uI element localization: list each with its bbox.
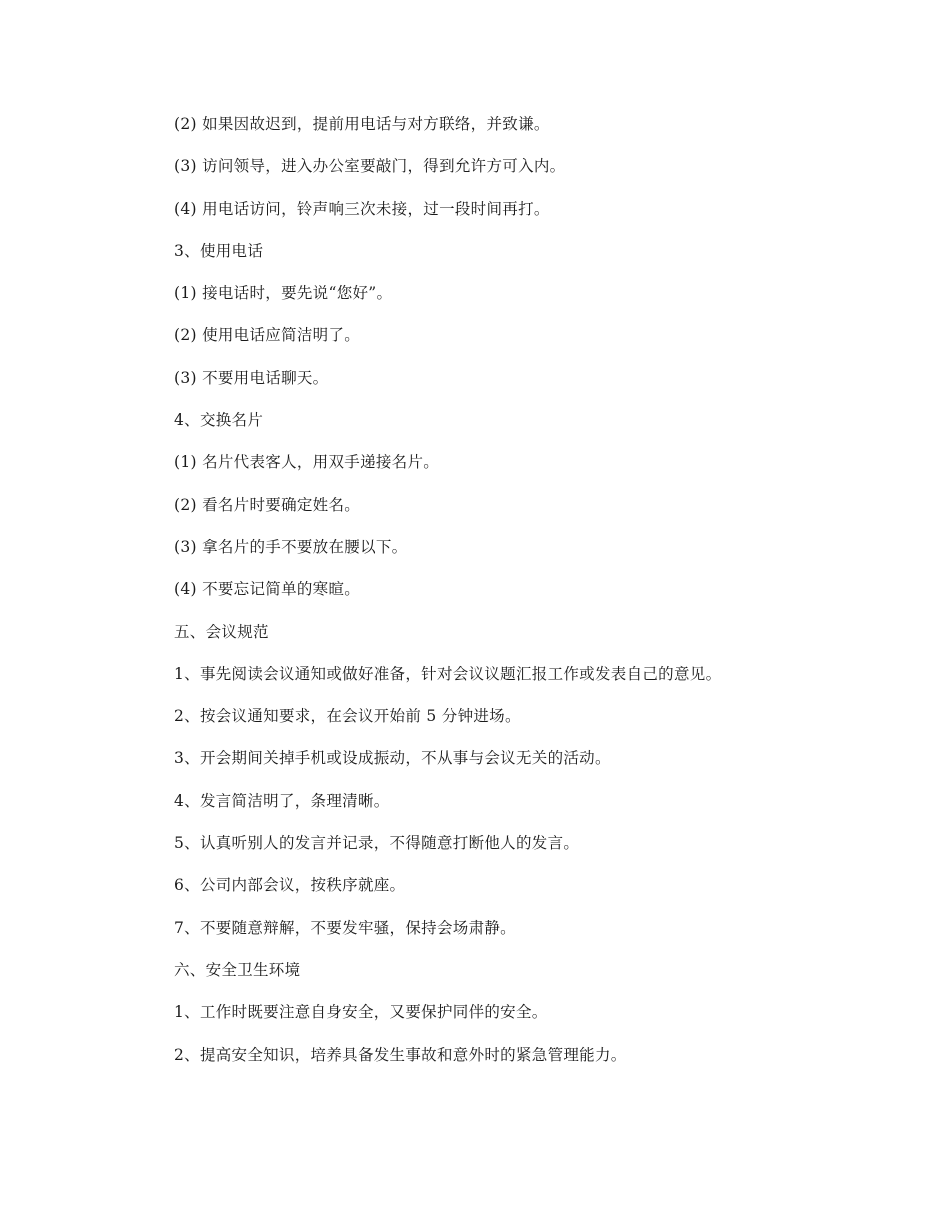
section-heading: 4、交换名片 — [174, 411, 264, 430]
paragraph-line: (3) 不要用电话聊天。 — [174, 368, 329, 387]
paragraph-line: (1) 接电话时，要先说“您好”。 — [174, 284, 393, 303]
paragraph-line: 1、事先阅读会议通知或做好准备，针对会议议题汇报工作或发表自己的意见。 — [174, 664, 722, 683]
section-heading: 3、使用电话 — [174, 241, 264, 260]
document-body — [174, 112, 874, 1085]
paragraph-line: (3) 拿名片的手不要放在腰以下。 — [174, 537, 408, 556]
chapter-heading: 五、会议规范 — [174, 622, 269, 641]
paragraph-line: (2) 使用电话应简洁明了。 — [174, 326, 361, 345]
paragraph-line: 6、公司内部会议，按秩序就座。 — [174, 876, 406, 895]
paragraph-line: 3、开会期间关掉手机或设成振动，不从事与会议无关的活动。 — [174, 749, 611, 768]
paragraph-line: 2、按会议通知要求，在会议开始前 5 分钟进场。 — [174, 707, 521, 726]
paragraph-line: (2) 看名片时要确定姓名。 — [174, 495, 361, 514]
paragraph-line: (3) 访问领导，进入办公室要敲门，得到允许方可入内。 — [174, 157, 566, 176]
paragraph-line: (4) 用电话访问，铃声响三次未接，过一段时间再打。 — [174, 199, 550, 218]
paragraph-line: (1) 名片代表客人，用双手递接名片。 — [174, 453, 440, 472]
paragraph-line: 2、提高安全知识，培养具备发生事故和意外时的紧急管理能力。 — [174, 1045, 627, 1064]
paragraph-line: 4、发言简洁明了，条理清晰。 — [174, 791, 390, 810]
paragraph-line: (4) 不要忘记简单的寒暄。 — [174, 580, 361, 599]
chapter-heading: 六、安全卫生环境 — [174, 960, 301, 979]
paragraph-line: 7、不要随意辩解，不要发牢骚，保持会场肃静。 — [174, 918, 516, 937]
paragraph-line: (2) 如果因故迟到，提前用电话与对方联络，并致谦。 — [174, 115, 550, 133]
paragraph-line: 5、认真听别人的发言并记录，不得随意打断他人的发言。 — [174, 834, 580, 853]
paragraph-line: 1、工作时既要注意自身安全，又要保护同伴的安全。 — [174, 1003, 548, 1022]
